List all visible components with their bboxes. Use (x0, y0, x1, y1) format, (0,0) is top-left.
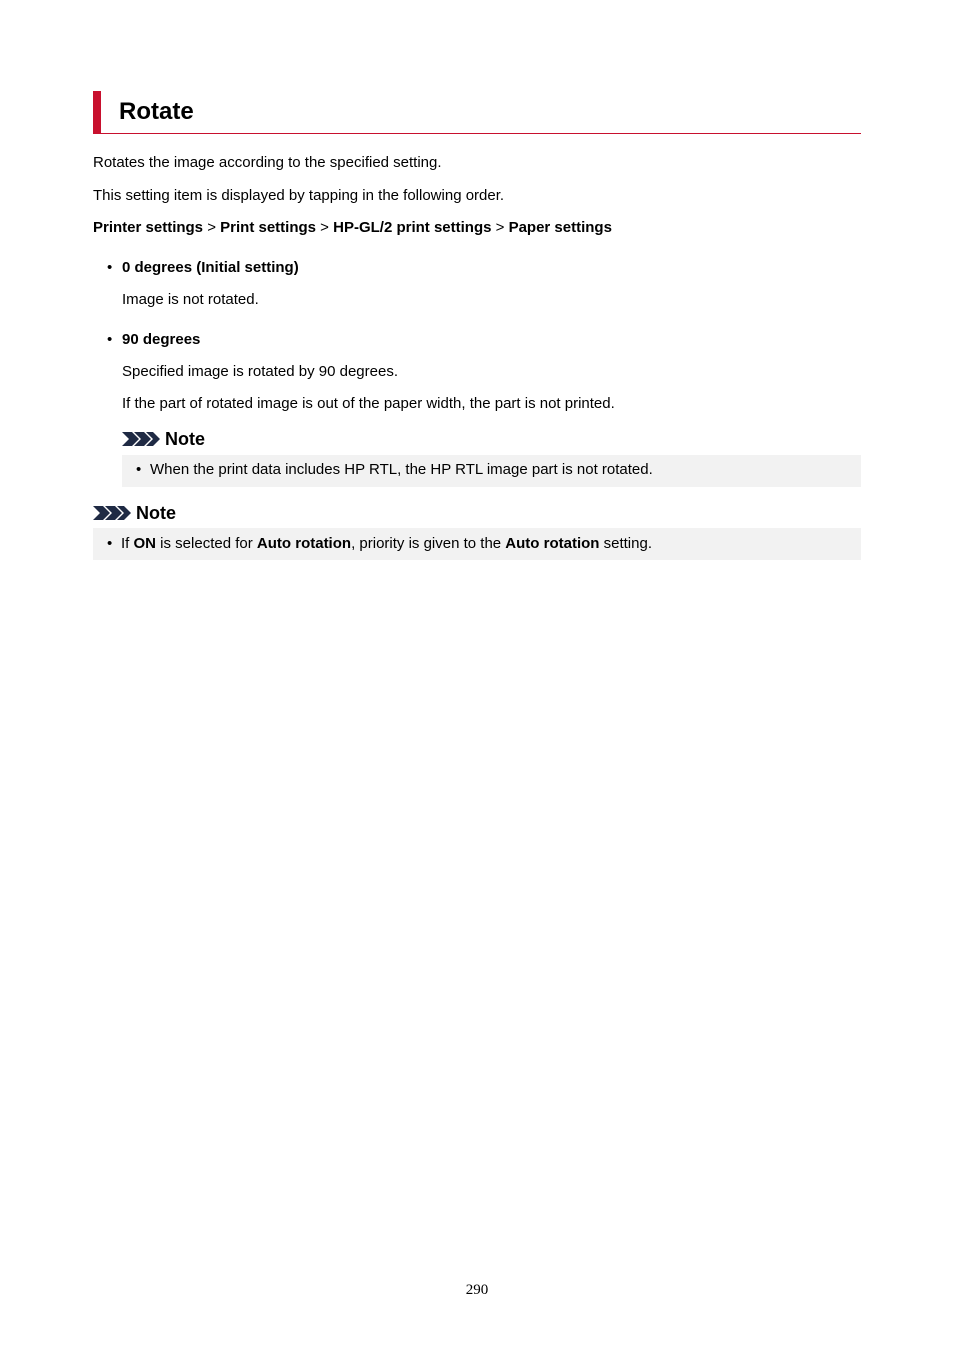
note-box (93, 528, 861, 560)
page-heading (93, 91, 861, 134)
note-box (122, 455, 861, 487)
option-description: Specified image is rotated by 90 degrees. (122, 363, 398, 380)
intro-line-2: This setting item is displayed by tapping in the following order. (93, 187, 505, 204)
option-label: 0 degrees (Initial setting) (122, 259, 299, 276)
note-title: Note (136, 503, 176, 523)
path-item: Paper settings (508, 219, 612, 236)
path-item: Print settings (220, 219, 316, 236)
option-bullet: • (107, 259, 113, 276)
option-label: 90 degrees (122, 331, 201, 348)
option-description: If the part of rotated image is out of the paper width, the part is not printed. (122, 395, 615, 412)
note-header (122, 429, 322, 449)
page-number: 290 (465, 1282, 489, 1298)
menu-path (93, 219, 612, 237)
intro-line-1: Rotates the image according to the specified setting. (93, 154, 442, 171)
heading-accent-bar (93, 91, 101, 133)
path-separator: > (207, 219, 216, 236)
note-bullet: • (107, 535, 113, 552)
note-header (93, 503, 293, 523)
option-bullet: • (107, 331, 113, 348)
path-item: Printer settings (93, 219, 204, 236)
note-item: When the print data includes HP RTL, the HP RTL image part is not rotated. (150, 461, 653, 478)
page-title: Rotate (119, 98, 194, 125)
note-icon (93, 506, 131, 520)
note-title: Note (165, 429, 205, 449)
path-separator: > (320, 219, 329, 236)
path-separator: > (495, 219, 505, 236)
note-item: If ON is selected for Auto rotation, priority is given to the Auto rotation setting. (121, 535, 652, 552)
note-bullet: • (136, 461, 142, 478)
path-item: HP-GL/2 print settings (333, 219, 492, 236)
note-icon (122, 432, 160, 446)
option-description: Image is not rotated. (122, 291, 259, 308)
